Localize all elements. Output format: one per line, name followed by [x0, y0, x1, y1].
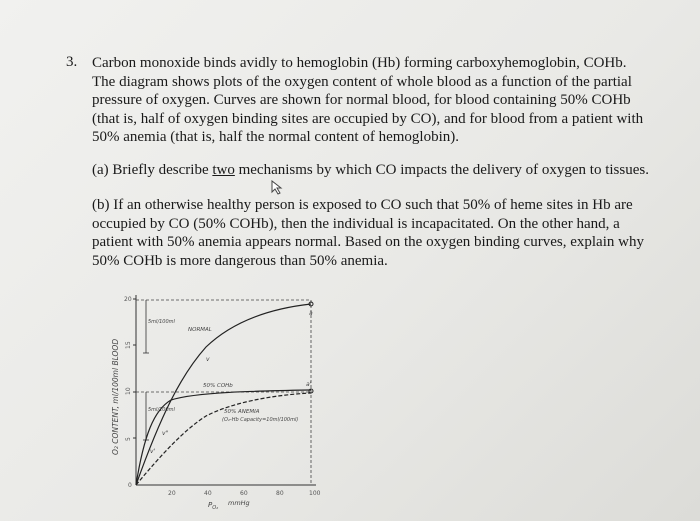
part-b-line: 50% COHb is more dangerous than 50% anemia.: [92, 252, 388, 269]
point-v-prime-label: v': [150, 448, 156, 455]
mouse-pointer-icon: [270, 180, 286, 196]
question-intro: [92, 54, 682, 147]
part-b-line: occupied by CO (50% COHb), then the individual is incapacitated. On the other hand, a: [92, 215, 620, 232]
x-tick-label: 40: [204, 490, 212, 497]
anemia-label-line1: 50% ANEMIA: [224, 409, 260, 415]
x-tick-label: 60: [240, 490, 248, 497]
x-tick-label: 20: [168, 490, 176, 497]
oxygen-binding-figure: [106, 285, 336, 517]
intro-line: 50% anemia (that is, half the normal content of hemoglobin).: [92, 129, 459, 145]
point-v-dprime-label: v": [162, 430, 169, 437]
x-axis-unit: mmHg: [228, 499, 250, 507]
intro-line: (that is, half of oxygen binding sites are occupied by CO), and for blood from a patient with: [92, 110, 644, 127]
y-tick-label: 5: [125, 437, 132, 441]
cohb-curve: [136, 390, 311, 485]
part-b-line: (b) If an otherwise healthy person is exposed to CO such that 50% of heme sites in Hb are: [92, 197, 633, 213]
point-a-label: a: [309, 310, 313, 317]
normal-label: NORMAL: [188, 327, 212, 333]
part-a-suffix: mechanisms by which CO impacts the delivery of oxygen to tissues.: [234, 162, 649, 178]
part-b-line: patient with 50% anemia appears normal. Based on the oxygen binding curves, explain why: [92, 234, 644, 250]
point-a-prime-label: a': [306, 381, 312, 388]
cohb-label: 50% COHb: [203, 383, 233, 389]
intro-line: The diagram shows plots of the oxygen content of whole blood as a function of the partial: [92, 73, 632, 90]
x-axis-label: $P_{O_2}$: [208, 501, 219, 511]
normal-curve: [136, 304, 311, 485]
question-part-b: [92, 196, 682, 270]
mid-bracket-label: 5ml/100ml: [148, 407, 175, 413]
top-bracket-label: 5ml/100ml: [148, 319, 175, 325]
question-number: 3.: [66, 54, 78, 70]
point-v-label: v: [206, 356, 210, 363]
y-tick-label: 10: [125, 387, 132, 395]
intro-line: Carbon monoxide binds avidly to hemoglobin (Hb) forming carboxyhemoglobin, COHb.: [92, 55, 627, 71]
x-tick-label: 80: [276, 490, 284, 497]
y-axis-label: O₂ CONTENT, ml/100ml BLOOD: [111, 338, 120, 455]
part-a-prefix: (a) Briefly describe: [92, 162, 213, 178]
y-tick-label: 15: [125, 341, 132, 349]
y-tick-label: 20: [124, 296, 132, 303]
anemia-label-line2: (O₂-Hb Capacity=10ml/100ml): [222, 417, 299, 423]
part-a-underlined: two: [212, 162, 235, 178]
intro-line: pressure of oxygen. Curves are shown for normal blood, for blood containing 50% COHb: [92, 92, 631, 108]
x-tick-label: 100: [309, 490, 321, 497]
y-tick-label: 0: [128, 482, 132, 489]
question-part-a: [92, 161, 682, 180]
